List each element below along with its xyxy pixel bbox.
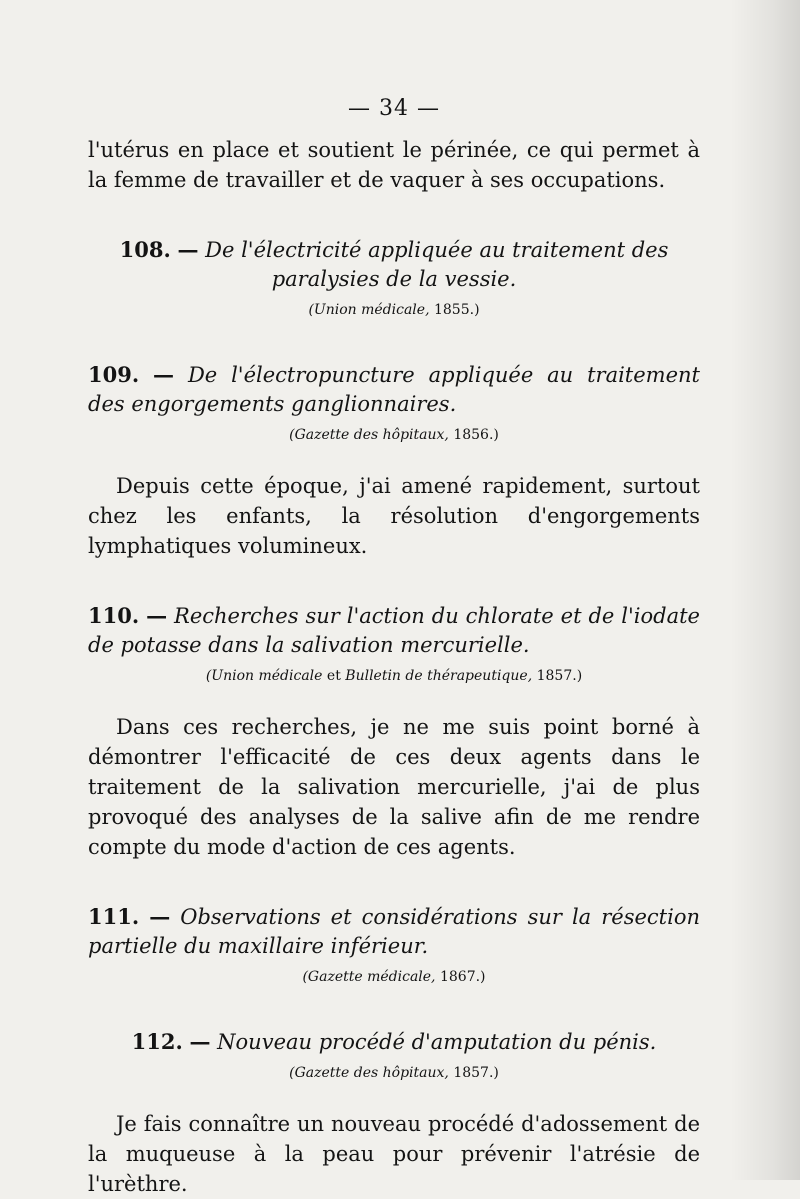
citation-source: (Gazette médicale, bbox=[302, 969, 436, 985]
citation-year: 1857.) bbox=[453, 1065, 499, 1081]
intro-paragraph: l'utérus en place et soutient le périnée, ce qui permet à la femme de travailler et de vaquer à ses occupations. bbox=[88, 138, 700, 192]
entry-citation bbox=[88, 1063, 700, 1083]
citation-source: (Gazette des hôpitaux, bbox=[289, 1065, 449, 1081]
entry-number: 109. bbox=[88, 362, 140, 387]
entry-number: 112. bbox=[131, 1029, 183, 1054]
entry-citation bbox=[88, 666, 700, 686]
entry-number: 111. bbox=[88, 904, 140, 929]
citation-source: (Union médicale, bbox=[308, 302, 430, 318]
page-content bbox=[88, 96, 700, 1199]
citation-source: Bulletin de thérapeutique, bbox=[345, 668, 533, 684]
entry-title: Nouveau procédé d'amputation du pénis. bbox=[217, 1030, 657, 1054]
citation-year: 1855.) bbox=[433, 302, 480, 318]
citation-year: 1856.) bbox=[453, 427, 499, 443]
entry-citation bbox=[88, 300, 700, 320]
citation-source: (Union médicale bbox=[205, 668, 323, 684]
page-number: — 34 — bbox=[348, 96, 440, 121]
entry-dash: — bbox=[146, 603, 168, 628]
entry-citation bbox=[88, 967, 700, 987]
entry-body: Dans ces recherches, je ne me suis point borné à démontrer l'efficacité de ces deux agents dans le traitement de la salivation mercurielle, j'ai de plus provoqué des analyses de la salive afin de me rendre compte du mode d'action de ces agents. bbox=[88, 715, 700, 859]
entry-110 bbox=[88, 601, 700, 660]
entry-title: Recherches sur l'action du chlorate et de l'iodate de potasse dans la salivation mercurielle. bbox=[88, 604, 700, 657]
entry-108 bbox=[88, 235, 700, 294]
entry-citation bbox=[88, 425, 700, 445]
citation-year: 1867.) bbox=[439, 969, 486, 985]
entry-112 bbox=[88, 1027, 700, 1057]
entry-dash: — bbox=[177, 237, 199, 262]
entry-number: 108. bbox=[119, 237, 171, 262]
citation-conjunction: et bbox=[326, 668, 341, 684]
entry-number: 110. bbox=[88, 603, 140, 628]
entry-111 bbox=[88, 902, 700, 961]
entry-dash: — bbox=[149, 904, 171, 929]
entry-title: Observations et considérations sur la résection partielle du maxillaire inférieur. bbox=[88, 905, 700, 958]
entry-title: De l'électricité appliquée au traitement des paralysies de la vessie. bbox=[205, 238, 669, 291]
entry-dash: — bbox=[153, 362, 175, 387]
entry-body: Je fais connaître un nouveau procédé d'adossement de la muqueuse à la peau pour prévenir l'atrésie de l'urèthre. bbox=[88, 1112, 700, 1196]
entry-body: Depuis cette époque, j'ai amené rapidement, surtout chez les enfants, la résolution d'engorgements lymphatiques volumineux. bbox=[88, 474, 700, 558]
entry-109 bbox=[88, 360, 700, 419]
citation-source: (Gazette des hôpitaux, bbox=[289, 427, 449, 443]
entry-dash: — bbox=[189, 1029, 211, 1054]
citation-year: 1857.) bbox=[536, 668, 583, 684]
page-edge-shadow bbox=[730, 0, 800, 1180]
entry-title: De l'électropuncture appliquée au traitement des engorgements ganglionnaires. bbox=[88, 363, 700, 416]
